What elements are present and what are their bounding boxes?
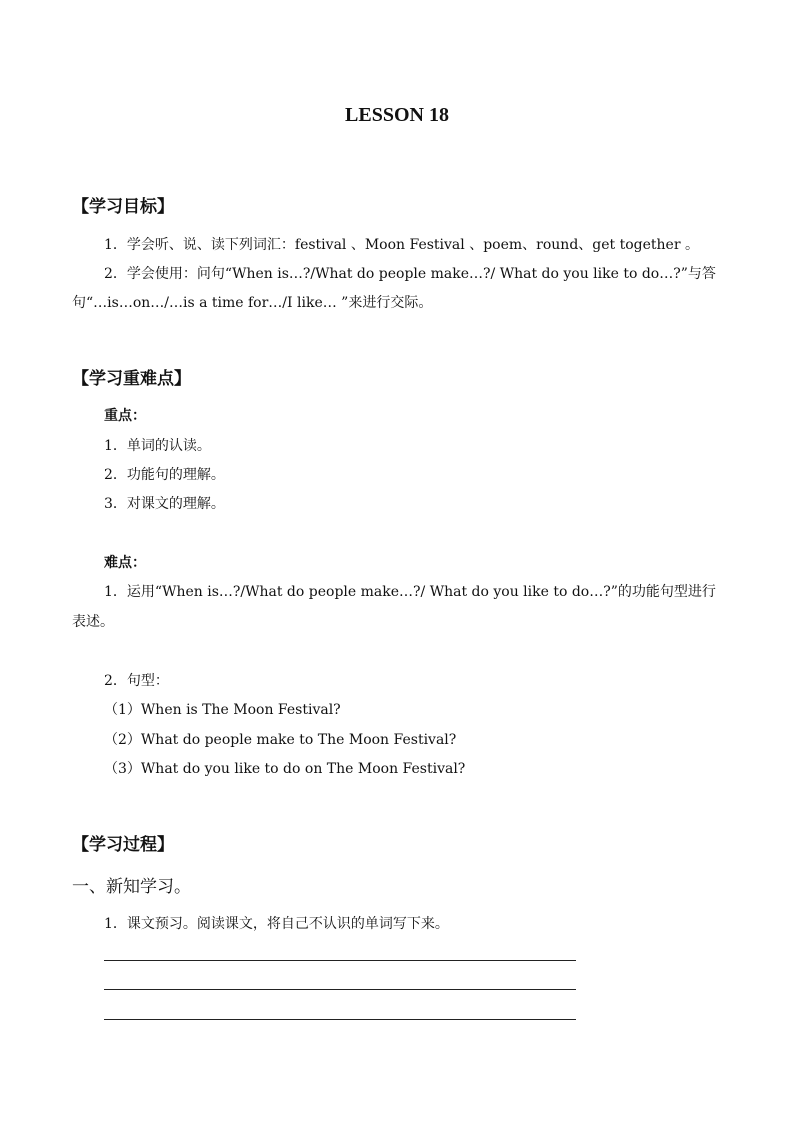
focus-item: 1．单词的认读。 xyxy=(104,438,211,454)
difficulty-line-1: 1．运用“When is…?/What do people make…?/ What do you like to do…?”的功能句型进行 xyxy=(104,584,716,600)
focus-label: 重点： xyxy=(104,408,146,424)
focus-item: 3．对课文的理解。 xyxy=(104,496,225,512)
difficulty-line-2: 表述。 xyxy=(72,614,114,630)
pattern-item: （2）What do people make to The Moon Festival? xyxy=(104,732,457,748)
answer-line xyxy=(104,989,576,990)
pattern-item: （1）When is The Moon Festival? xyxy=(104,702,341,718)
focus-item: 2．功能句的理解。 xyxy=(104,467,225,483)
answer-line xyxy=(104,1019,576,1020)
pattern-item: （3）What do you like to do on The Moon Festival? xyxy=(104,761,466,777)
key-points-heading: 【学习重难点】 xyxy=(72,369,191,389)
answer-line xyxy=(104,960,576,961)
goal-item-1: 1．学会听、说、读下列词汇：festival 、Moon Festival 、poem、round、get together 。 xyxy=(104,237,699,253)
process-heading: 【学习过程】 xyxy=(72,835,174,855)
patterns-label: 2．句型： xyxy=(104,673,169,689)
difficulty-label: 难点： xyxy=(104,555,146,571)
lesson-title: LESSON 18 xyxy=(345,104,449,126)
goal-item-2-line-1: 2．学会使用：问句“When is…?/What do people make…?/ What do you like to do…?”与答 xyxy=(104,266,716,282)
goals-heading: 【学习目标】 xyxy=(72,197,174,217)
section-new-knowledge: 一、新知学习。 xyxy=(72,877,191,897)
goal-item-2-line-2: 句“…is…on…/…is a time for…/I like… ”来进行交际。 xyxy=(72,295,433,311)
task-preview: 1．课文预习。阅读课文，将自己不认识的单词写下来。 xyxy=(104,916,449,932)
